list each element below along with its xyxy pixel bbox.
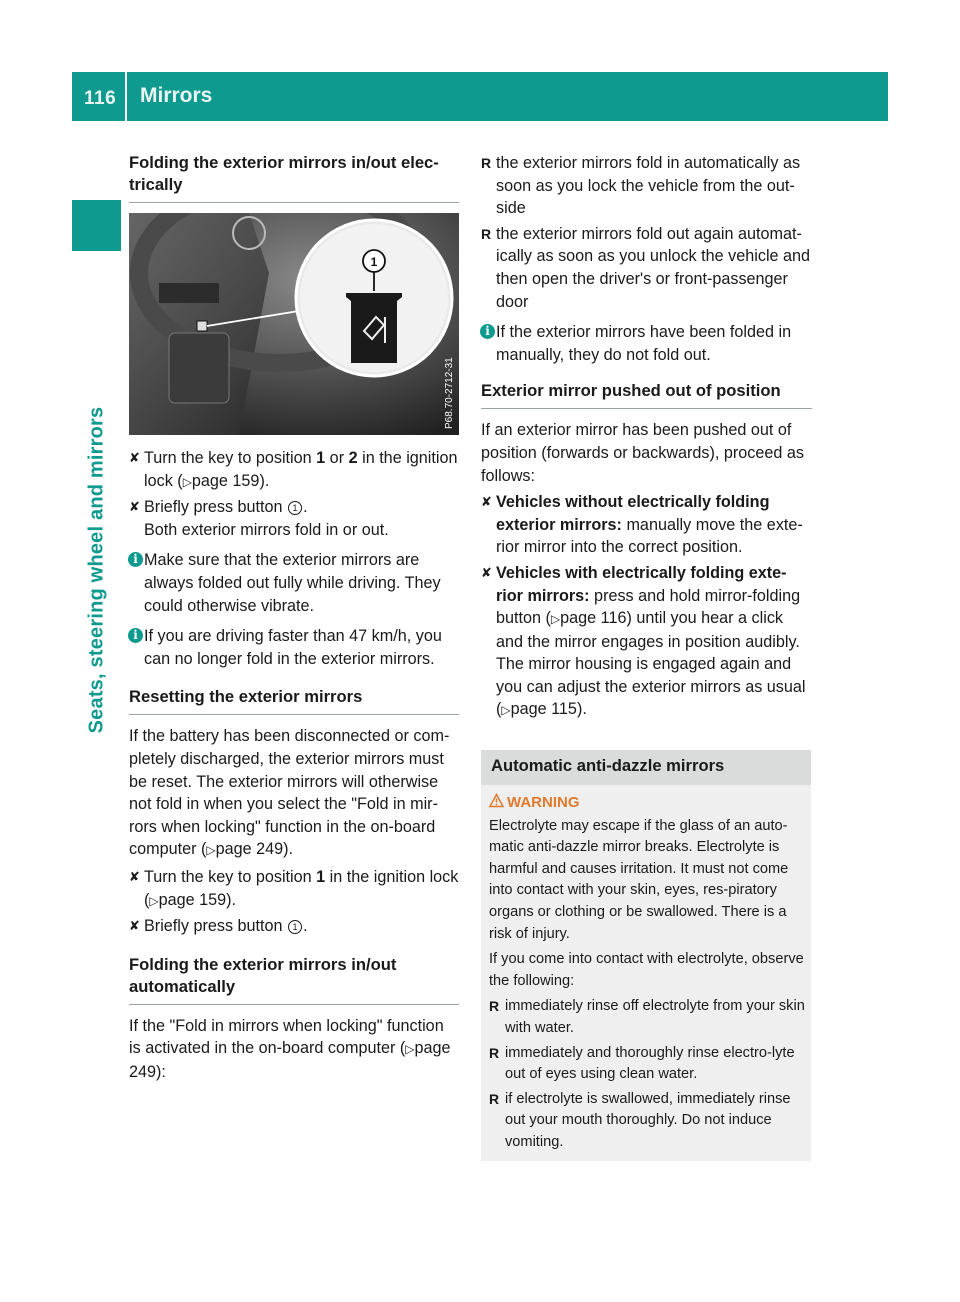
step-press-button: ✘ Briefly press button 1 . bbox=[129, 915, 459, 938]
section-title: Automatic anti-dazzle mirrors bbox=[491, 756, 725, 775]
right-column bbox=[481, 152, 812, 725]
page-ref-icon: ▷ bbox=[206, 843, 216, 858]
step-turn-key: ✘ Turn the key to position 1 in the ignition lock (▷page 159). bbox=[129, 867, 459, 909]
section-heading-bar bbox=[481, 750, 811, 785]
warning-box bbox=[481, 785, 811, 1161]
step-arrow-icon: ✘ bbox=[129, 450, 140, 465]
bullet-icon: R bbox=[481, 225, 492, 242]
page-ref[interactable]: page 159 bbox=[191, 471, 260, 490]
page-ref[interactable]: page 249 bbox=[129, 1039, 451, 1081]
page-ref-icon: ▷ bbox=[405, 1042, 415, 1057]
page-ref-icon: ▷ bbox=[550, 612, 561, 627]
paragraph-automatic: If the "Fold in mirrors when locking" function is activated in the on-board computer (▷page 249): bbox=[129, 1016, 451, 1081]
step-turn-key: ✘ Turn the key to position 1 or 2 in the ignition lock (▷page 159). bbox=[129, 449, 458, 490]
page-ref[interactable]: page 159 bbox=[158, 890, 227, 909]
header-divider bbox=[125, 72, 127, 121]
step-arrow-icon: ✘ bbox=[129, 868, 140, 884]
bullet-icon: R bbox=[489, 1044, 500, 1061]
chapter-title: Mirrors bbox=[140, 84, 213, 107]
bullet-icon: R bbox=[481, 155, 492, 171]
info-icon: i bbox=[128, 628, 143, 643]
warning-paragraph: Electrolyte may escape if the glass of an auto-matic anti-dazzle mirror breaks. Electrolyte is harmful and causes irritation. It must not come into contact with your skin, eyes, res-piratory organs or clothing or be swallowed. There is a risk of injury. bbox=[489, 817, 789, 942]
step-arrow-icon: ✘ bbox=[129, 499, 140, 515]
left-column bbox=[129, 152, 459, 1087]
warning-triangle-icon bbox=[489, 793, 504, 808]
step-arrow-icon: ✘ bbox=[129, 918, 140, 934]
paragraph-pushed-out: If an exterior mirror has been pushed out of position (forwards or backwards), proceed as follows: bbox=[481, 421, 804, 485]
list-item: R if electrolyte is swallowed, immediately rinse out your mouth thoroughly. Do not induce vomiting. bbox=[489, 1090, 791, 1150]
mirror-button-photo bbox=[129, 213, 459, 435]
paragraph-resetting: If the battery has been disconnected or com-pletely discharged, the exterior mirrors must be reset. The exterior mirrors will otherwise not fold in when you select the "Fold in mir-rors when locking" function in the on-board computer (▷page 249). bbox=[129, 727, 450, 859]
page-number: 116 bbox=[84, 88, 117, 109]
callout-1-icon: 1 bbox=[288, 501, 302, 515]
step-no-electric-folding: ✘ Vehicles without electrically folding exterior mirrors: manually move the exte-rior mirror into the correct position. bbox=[481, 493, 803, 557]
list-item: R the exterior mirrors fold in automatically as soon as you lock the vehicle from the out-side bbox=[481, 154, 801, 218]
info-note: i If you are driving faster than 47 km/h, you can no longer fold in the exterior mirrors. bbox=[129, 625, 459, 670]
step-press-button: ✘ Briefly press button 1 . Both exterior mirrors fold in or out. bbox=[129, 498, 389, 539]
step-arrow-icon: ✘ bbox=[481, 494, 492, 510]
page-header bbox=[72, 72, 888, 121]
list-item: R immediately and thoroughly rinse electro-lyte out of eyes using clean water. bbox=[489, 1044, 795, 1083]
page-ref[interactable]: page 116 bbox=[560, 609, 627, 628]
figure-code: P68.70-2712-31 bbox=[444, 357, 455, 429]
info-note: i Make sure that the exterior mirrors are always folded out fully while driving. They could otherwise vibrate. bbox=[129, 549, 459, 617]
warning-paragraph: If you come into contact with electrolyte, observe the following: bbox=[489, 951, 804, 989]
heading-resetting: Resetting the exterior mirrors bbox=[129, 686, 459, 715]
warning-title: WARNING bbox=[489, 792, 805, 814]
step-arrow-icon: ✘ bbox=[481, 564, 492, 580]
list-item: R immediately rinse off electrolyte from your skin with water. bbox=[489, 998, 805, 1036]
page-ref-icon: ▷ bbox=[182, 474, 192, 489]
list-item: R the exterior mirrors fold out again automat-ically as soon as you unlock the vehicle and then open the driver's or front-passenger door bbox=[481, 224, 811, 311]
info-note: i If the exterior mirrors have been folded in manually, they do not fold out. bbox=[481, 321, 812, 366]
bullet-icon: R bbox=[489, 998, 500, 1015]
side-tab-marker bbox=[72, 200, 121, 251]
heading-folding-automatically: Folding the exterior mirrors in/out automatically bbox=[129, 954, 459, 1005]
heading-pushed-out: Exterior mirror pushed out of position bbox=[481, 380, 812, 409]
page-ref-icon: ▷ bbox=[501, 703, 511, 718]
figure-callout-1: 1 bbox=[370, 255, 378, 269]
info-icon: i bbox=[480, 324, 495, 339]
callout-1-icon: 1 bbox=[288, 920, 302, 934]
info-icon: i bbox=[128, 552, 143, 567]
interior-illustration bbox=[129, 213, 459, 435]
heading-folding-electrically: Folding the exterior mirrors in/out elec-trically bbox=[129, 152, 459, 203]
page-ref[interactable]: page 249 bbox=[215, 840, 284, 859]
bullet-icon: R bbox=[489, 1090, 500, 1107]
page-ref-icon: ▷ bbox=[149, 893, 159, 908]
side-chapter-label: Seats, steering wheel and mirrors bbox=[85, 406, 108, 734]
step-electric-folding: ✘ Vehicles with electrically folding exte-rior mirrors: press and hold mirror-folding button (▷page 116) until you hear a click and the mirror engages in position audibly. The mirror housing is engaged again and you can adjust the exterior mirrors as usual (▷page 115). bbox=[481, 563, 806, 719]
page-ref[interactable]: page 115 bbox=[510, 700, 577, 719]
